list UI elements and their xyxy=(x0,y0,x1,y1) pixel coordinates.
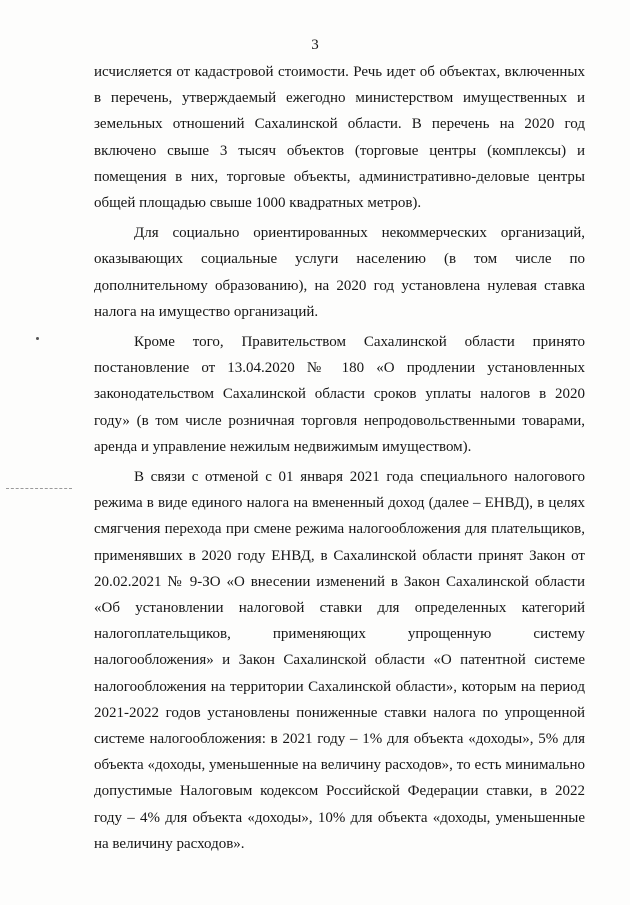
scan-artifact-dash xyxy=(6,488,72,489)
paragraph-tax-deadline-extension: Кроме того, Правительством Сахалинской области принято постановление от 13.04.2020 № 180 «О продлении установленных законодательством Сахалинской области сроков уплаты налогов в 2020 году» (в том числе розничная торговля непродовольственными товарами, аренда и управление нежилым недвижимым имуществом). xyxy=(94,334,585,455)
page-number: 3 xyxy=(311,37,319,53)
scan-artifact-dot xyxy=(36,337,39,340)
paragraph-cadastral-value: исчисляется от кадастровой стоимости. Речь идет об объектах, включенных в перечень, утверждаемый ежегодно министерством имущественных и земельных отношений Сахалинской области. В перечень на 2020 год включено свыше 3 тысяч объектов (торговые центры (комплексы) и помещения в них, торговые объекты, административно-деловые центры общей площадью свыше 1000 квадратных метров). xyxy=(94,64,585,212)
paragraph-envd-abolition: В связи с отменой с 01 января 2021 года специального налогового режима в виде единого налога на вмененный доход (далее – ЕНВД), в целях смягчения перехода при смене режима налогообложения для плательщиков, применявших в 2020 году ЕНВД, в Сахалинской области принят Закон от 20.02.2021 № 9-ЗО «О внесении изменений в Закон Сахалинской области «Об установлении налоговой ставки для определенных категорий налогоплательщиков, применяющих упрощенную систему налогообложения» и Закон Сахалинской области «О патентной системе налогообложения на территории Сахалинской области», которым на период 2021-2022 годов установлены пониженные ставки налога по упрощенной системе налогообложения: в 2021 году – 1% для объекта «доходы», 5% для объекта «доходы, уменьшенные на величину расходов», то есть минимально допустимые Налоговым кодексом Российской Федерации ставки, в 2022 году – 4% для объекта «доходы», 10% для объекта «доходы, уменьшенные на величину расходов». xyxy=(94,469,585,852)
paragraph-nonprofit-zero-rate: Для социально ориентированных некоммерческих организаций, оказывающих социальные услуги населению (в том числе по дополнительному образованию), на 2020 год установлена нулевая ставка налога на имущество организаций. xyxy=(94,225,585,320)
document-body xyxy=(94,59,585,857)
